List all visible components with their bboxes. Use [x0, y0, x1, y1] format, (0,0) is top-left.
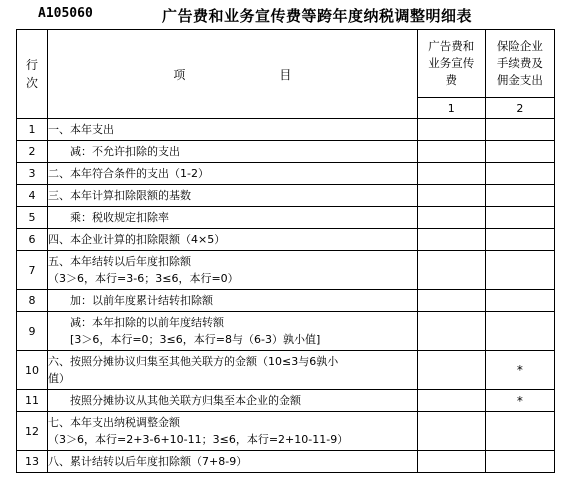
col2-header-line: 佣金支出 [496, 73, 543, 88]
row-col1-cell[interactable] [417, 207, 485, 229]
table-row [17, 412, 555, 451]
row-item [48, 251, 418, 290]
row-item-text: 加：以前年度累计结转扣除额 [70, 294, 214, 307]
table-row [17, 119, 555, 141]
row-col1-cell[interactable] [417, 251, 485, 290]
table-row [17, 185, 555, 207]
row-col2-cell[interactable] [485, 163, 554, 185]
table-row [17, 390, 555, 412]
row-item [48, 412, 418, 451]
row-col2-cell[interactable] [485, 412, 554, 451]
row-item-text: 乘：税收规定扣除率 [70, 211, 170, 224]
row-item-text: 二、本年符合条件的支出（1-2） [48, 167, 210, 180]
col1-index: 1 [417, 98, 485, 119]
row-col2-cell[interactable] [485, 251, 554, 290]
row-item-text: 八、累计结转以后年度扣除额（7+8-9） [48, 455, 248, 468]
row-number: 12 [17, 412, 48, 451]
row-item-text-cont: 值） [48, 372, 71, 385]
row-item-text: 按照分摊协议从其他关联方归集至本企业的金额 [70, 394, 302, 407]
col1-header [417, 30, 485, 98]
row-item-formula: [3＞6，本行=0；3≤6，本行=8与（6-3）孰小值] [70, 333, 321, 346]
row-item-text: 七、本年支出纳税调整金额 [48, 416, 181, 429]
row-col2-cell[interactable] [485, 119, 554, 141]
table-row [17, 141, 555, 163]
row-item [48, 207, 418, 229]
row-col2-cell[interactable] [485, 451, 554, 473]
col2-header-line: 保险企业 [496, 39, 543, 54]
table-header-row [17, 30, 555, 98]
row-item-text: 一、本年支出 [48, 123, 115, 136]
row-number: 10 [17, 351, 48, 390]
row-item [48, 451, 418, 473]
row-col1-cell[interactable] [417, 351, 485, 390]
row-number: 11 [17, 390, 48, 412]
row-col2-cell: * [485, 351, 554, 390]
row-number-header [17, 30, 48, 119]
row-number: 6 [17, 229, 48, 251]
form-title: 广告费和业务宣传费等跨年度纳税调整明细表 [162, 7, 473, 25]
item-header-right: 目 [279, 67, 292, 82]
row-item [48, 312, 418, 351]
row-item-text: 减：本年扣除的以前年度结转额 [70, 316, 225, 329]
form-header [0, 0, 566, 30]
row-number: 3 [17, 163, 48, 185]
row-col2-cell[interactable] [485, 312, 554, 351]
row-col1-cell[interactable] [417, 390, 485, 412]
row-item-text: 六、按照分摊协议归集至其他关联方的金额（10≤3与6孰小 [48, 355, 339, 368]
form-code: A105060 [38, 6, 93, 21]
table-row [17, 312, 555, 351]
item-header [48, 30, 418, 119]
row-col1-cell[interactable] [417, 185, 485, 207]
col1-header-line: 广告费和 [428, 39, 475, 54]
row-col1-cell[interactable] [417, 312, 485, 351]
col1-header-line: 业务宣传 [428, 56, 475, 71]
row-number-header-bottom: 次 [26, 76, 39, 90]
adjustment-table [16, 29, 555, 473]
table-row [17, 251, 555, 290]
row-col1-cell[interactable] [417, 163, 485, 185]
table-row [17, 351, 555, 390]
row-col2-cell: * [485, 390, 554, 412]
row-number-header-top: 行 [26, 58, 39, 72]
row-number: 4 [17, 185, 48, 207]
row-item [48, 229, 418, 251]
row-number: 1 [17, 119, 48, 141]
row-col2-cell[interactable] [485, 229, 554, 251]
row-item [48, 390, 418, 412]
row-number: 13 [17, 451, 48, 473]
col2-header [485, 30, 554, 98]
table-row [17, 290, 555, 312]
row-number: 7 [17, 251, 48, 290]
row-item [48, 141, 418, 163]
row-col1-cell[interactable] [417, 229, 485, 251]
col2-index: 2 [485, 98, 554, 119]
row-item-formula: （3＞6，本行=2+3-6+10-11；3≤6，本行=2+10-11-9） [48, 433, 349, 446]
row-col2-cell[interactable] [485, 185, 554, 207]
table-row [17, 163, 555, 185]
row-number: 9 [17, 312, 48, 351]
row-item-text: 五、本年结转以后年度扣除额 [48, 255, 192, 268]
row-col1-cell[interactable] [417, 451, 485, 473]
row-col2-cell[interactable] [485, 141, 554, 163]
row-number: 2 [17, 141, 48, 163]
row-col1-cell[interactable] [417, 119, 485, 141]
row-col2-cell[interactable] [485, 290, 554, 312]
row-item [48, 163, 418, 185]
row-number: 5 [17, 207, 48, 229]
row-item-text: 四、本企业计算的扣除限额（4×5） [48, 233, 226, 246]
row-col1-cell[interactable] [417, 290, 485, 312]
row-item-text: 三、本年计算扣除限额的基数 [48, 189, 192, 202]
row-number: 8 [17, 290, 48, 312]
row-col1-cell[interactable] [417, 412, 485, 451]
col1-header-line: 费 [445, 73, 458, 88]
row-item [48, 290, 418, 312]
table-row [17, 229, 555, 251]
row-item-text: 减：不允许扣除的支出 [70, 145, 181, 158]
row-item [48, 351, 418, 390]
row-item [48, 185, 418, 207]
item-header-left: 项 [173, 67, 186, 82]
row-item-formula: （3＞6，本行=3-6；3≤6，本行=0） [48, 272, 239, 285]
table-row [17, 451, 555, 473]
row-col2-cell[interactable] [485, 207, 554, 229]
table-row [17, 207, 555, 229]
col2-header-line: 手续费及 [496, 56, 543, 71]
row-col1-cell[interactable] [417, 141, 485, 163]
row-item [48, 119, 418, 141]
